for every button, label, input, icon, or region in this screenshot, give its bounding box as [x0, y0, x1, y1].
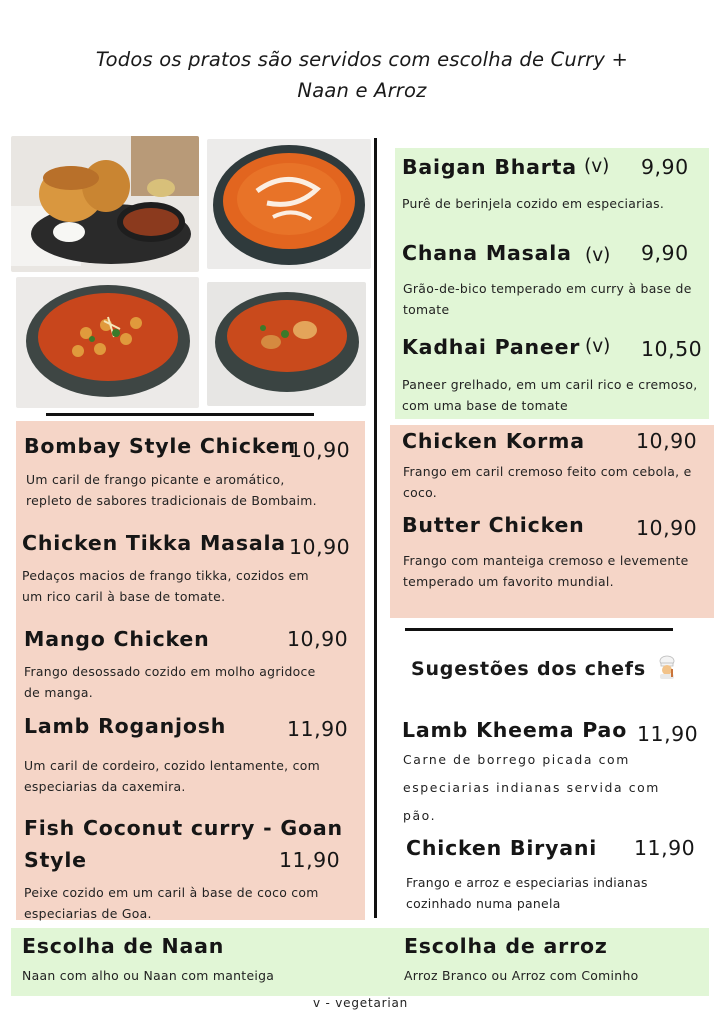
- dish-price: 11,90: [279, 848, 341, 872]
- desc-line: Frango e arroz e especiarias indianas: [406, 875, 648, 890]
- dish-price: 10,90: [289, 535, 351, 559]
- desc-line: Frango em caril cremoso feito com cebola, e: [403, 464, 692, 479]
- dish-price: 10,90: [289, 438, 351, 462]
- photo-divider: [46, 413, 314, 416]
- naan-title: Escolha de Naan: [22, 934, 225, 958]
- dish-name: Chicken Korma: [402, 429, 585, 453]
- dish-price: 9,90: [641, 241, 689, 265]
- dish-name: Chicken Biryani: [406, 836, 598, 860]
- dish-name: Lamb Kheema Pao: [402, 718, 628, 742]
- dish-price: 11,90: [634, 836, 696, 860]
- menu-header: [0, 44, 724, 106]
- desc-line: Purê de berinjela cozido em especiarias.: [402, 196, 665, 211]
- dish-description: [24, 755, 354, 797]
- chef-emoji-icon: [655, 655, 679, 683]
- dish-name: Chana Masala: [402, 241, 572, 265]
- dish-name: Chicken Tikka Masala: [22, 531, 286, 555]
- vegetarian-legend: v - vegetarian: [313, 996, 409, 1010]
- desc-line: especiarias indianas servida com: [403, 780, 660, 795]
- desc-line: especiarias da caxemira.: [24, 779, 186, 794]
- dish-price: 10,90: [287, 627, 349, 651]
- dish-description: [406, 872, 706, 914]
- desc-line: pão.: [403, 808, 437, 823]
- desc-line: cozinhado numa panela: [406, 896, 561, 911]
- dish-price: 9,90: [641, 155, 689, 179]
- dish-name-line-1: Fish Coconut curry - Goan: [24, 816, 343, 840]
- dish-name: Mango Chicken: [24, 627, 210, 651]
- desc-line: Frango desossado cozido em molho agridoce: [24, 664, 316, 679]
- chefs-suggestions-heading: [411, 655, 679, 683]
- dish-description: [403, 461, 708, 503]
- dish-description: [402, 374, 712, 416]
- dish-name: Baigan Bharta: [402, 155, 577, 179]
- desc-line: Frango com manteiga cremoso e levemente: [403, 553, 689, 568]
- dish-description: [403, 278, 708, 320]
- naan-choice: [22, 934, 362, 986]
- column-divider: [374, 138, 377, 918]
- desc-line: temperado um favorito mundial.: [403, 574, 614, 589]
- naan-description: Naan com alho ou Naan com manteiga: [22, 968, 275, 983]
- desc-line: especiarias de Goa.: [24, 906, 152, 921]
- butter-chicken-bowl-photo: [207, 139, 371, 269]
- chefs-title: Sugestões dos chefs: [411, 658, 646, 680]
- vegetarian-marker: (v): [584, 156, 610, 177]
- dish-name: Butter Chicken: [402, 513, 585, 537]
- chicken-curry-bowl-photo: [207, 282, 366, 406]
- desc-line: um rico caril à base de tomate.: [22, 589, 226, 604]
- dish-price: 10,90: [636, 429, 698, 453]
- dish-description: [24, 882, 354, 924]
- header-line-1: Todos os pratos são servidos com escolha de Curry +: [95, 48, 629, 71]
- dish-description: [403, 746, 708, 830]
- desc-line: tomate: [403, 302, 450, 317]
- dish-name: Bombay Style Chicken: [24, 434, 296, 458]
- dish-price: 11,90: [637, 722, 699, 746]
- chana-masala-bowl-photo: [16, 277, 199, 408]
- header-line-2: Naan e Arroz: [297, 79, 427, 102]
- dish-name-line-2: Style: [24, 848, 87, 872]
- desc-line: Carne de borrego picada com: [403, 752, 630, 767]
- desc-line: repleto de sabores tradicionais de Bombaim.: [26, 493, 317, 508]
- rice-description: Arroz Branco ou Arroz com Cominho: [404, 968, 639, 983]
- desc-line: de manga.: [24, 685, 94, 700]
- vegetarian-marker: (v): [585, 336, 611, 357]
- dish-name: Lamb Roganjosh: [24, 714, 227, 738]
- dish-price: 10,90: [636, 516, 698, 540]
- desc-line: Peixe cozido em um caril à base de coco com: [24, 885, 319, 900]
- dish-description: [403, 550, 708, 592]
- dish-description: [402, 193, 707, 214]
- chefs-divider: [405, 628, 673, 631]
- desc-line: Grão-de-bico temperado em curry à base de: [403, 281, 692, 296]
- desc-line: Um caril de frango picante e aromático,: [26, 472, 285, 487]
- desc-line: coco.: [403, 485, 438, 500]
- desc-line: com uma base de tomate: [402, 398, 568, 413]
- dish-name: Kadhai Paneer: [402, 335, 581, 359]
- pav-bhaji-plate-photo: [11, 136, 199, 272]
- dish-description: [24, 661, 354, 703]
- desc-line: Pedaços macios de frango tikka, cozidos em: [22, 568, 309, 583]
- rice-title: Escolha de arroz: [404, 934, 608, 958]
- desc-line: Um caril de cordeiro, cozido lentamente, com: [24, 758, 320, 773]
- desc-line: Paneer grelhado, em um caril rico e cremoso,: [402, 377, 698, 392]
- vegetarian-marker: (v): [585, 245, 611, 266]
- dish-price: 11,90: [287, 717, 349, 741]
- dish-description: [26, 469, 356, 511]
- dish-price: 10,50: [641, 337, 703, 361]
- dish-description: [22, 565, 352, 607]
- rice-choice: [404, 934, 704, 986]
